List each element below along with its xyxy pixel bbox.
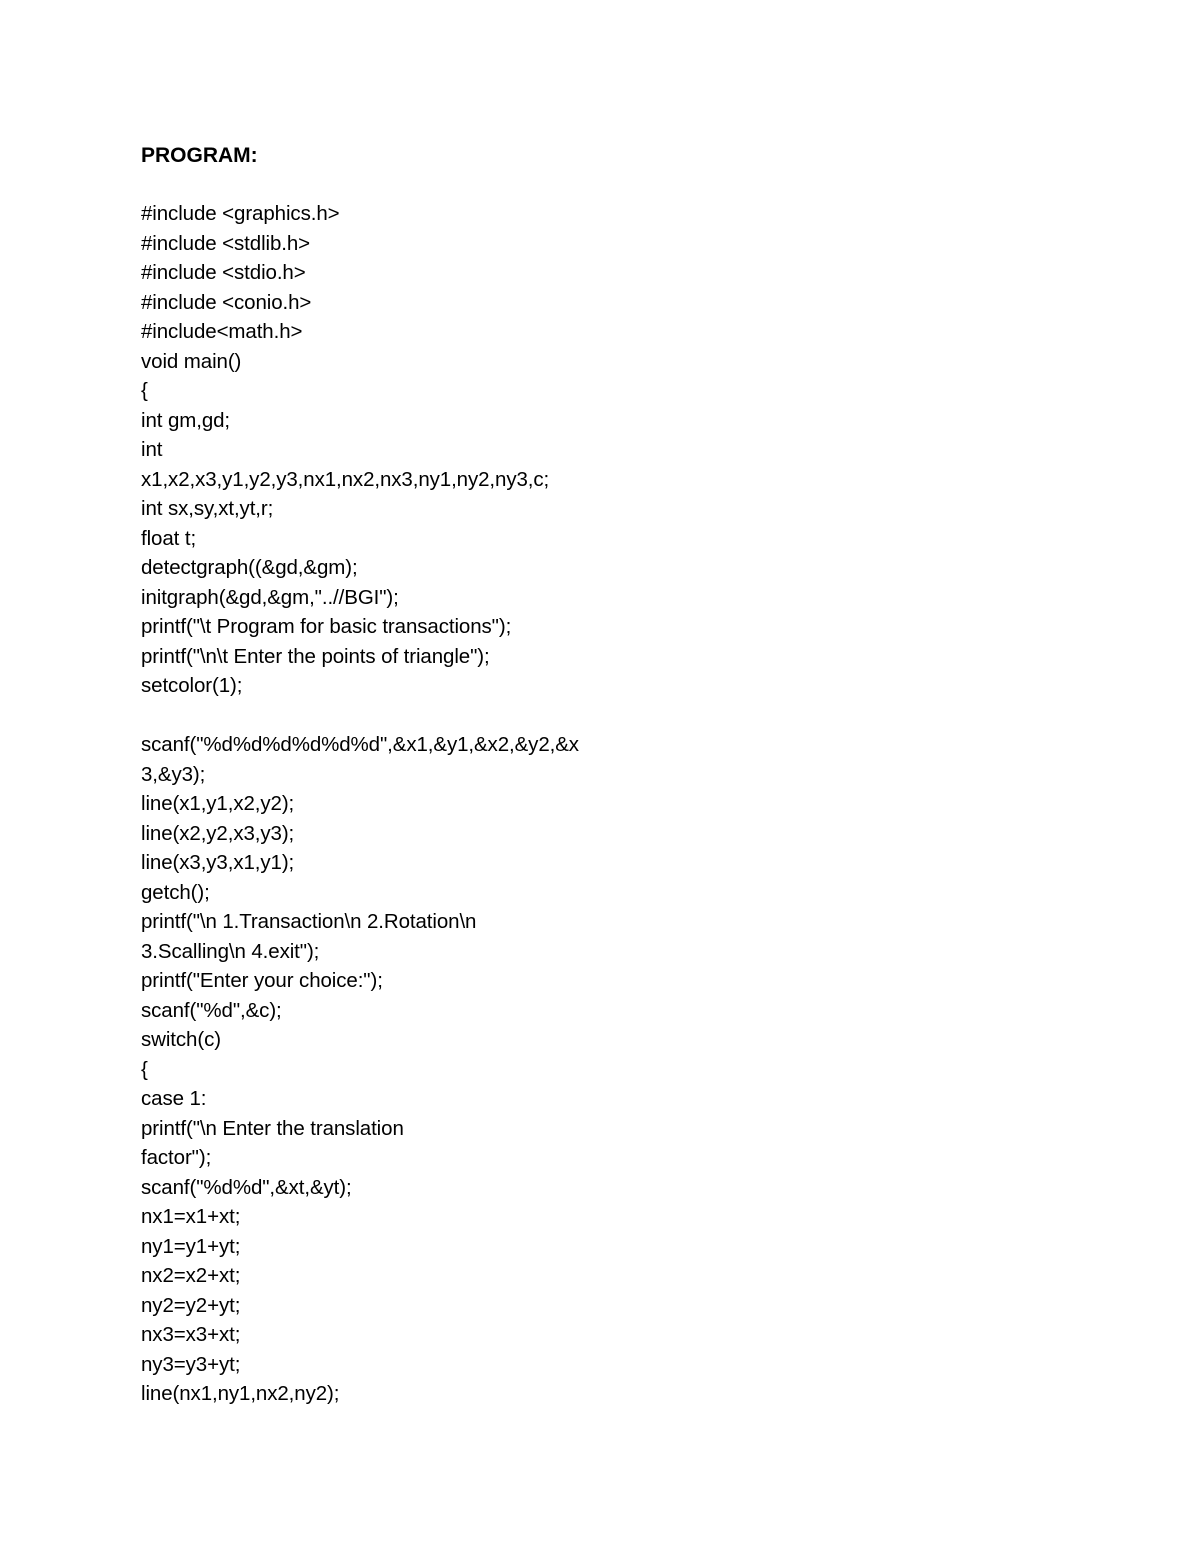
code-line: #include <conio.h>: [141, 290, 312, 314]
program-heading: PROGRAM:: [141, 144, 258, 167]
code-line: nx3=x3+xt;: [141, 1323, 241, 1346]
code-line: case 1:: [141, 1087, 207, 1110]
code-line: #include<math.h>: [141, 320, 303, 343]
code-line: {: [141, 379, 148, 402]
code-line: float t;: [141, 526, 197, 550]
code-line: printf("\n\t Enter the points of triangle");: [141, 644, 490, 668]
code-line: #include <stdio.h>: [141, 261, 306, 284]
code-line: printf("Enter your choice:");: [141, 969, 383, 992]
code-line: setcolor(1);: [141, 674, 243, 697]
code-line: scanf("%d",&c);: [141, 998, 282, 1022]
code-line: nx1=x1+xt;: [141, 1205, 241, 1228]
code-line: x1,x2,x3,y1,y2,y3,nx1,nx2,nx3,ny1,ny2,ny3,c;: [141, 467, 550, 491]
code-line: {: [141, 1057, 148, 1081]
code-line: printf("\n 1.Transaction\n 2.Rotation\n: [141, 910, 477, 933]
code-line: 3.Scalling\n 4.exit");: [141, 939, 320, 963]
code-line: line(x3,y3,x1,y1);: [141, 851, 295, 874]
code-line: line(nx1,ny1,nx2,ny2);: [141, 1382, 340, 1405]
code-line: scanf("%d%d",&xt,&yt);: [141, 1175, 352, 1199]
code-line: 3,&y3);: [141, 762, 206, 786]
code-line: scanf("%d%d%d%d%d%d",&x1,&y1,&x2,&y2,&x: [141, 733, 579, 756]
code-listing: [141, 199, 661, 1409]
code-line: switch(c): [141, 1028, 221, 1051]
code-line: int gm,gd;: [141, 408, 231, 432]
code-line: ny3=y3+yt;: [141, 1352, 241, 1376]
code-line: ny2=y2+yt;: [141, 1293, 241, 1317]
code-line: int sx,sy,xt,yt,r;: [141, 497, 274, 520]
code-line: printf("\t Program for basic transactions");: [141, 615, 512, 638]
code-line: line(x1,y1,x2,y2);: [141, 792, 295, 815]
code-line: #include <graphics.h>: [141, 202, 340, 225]
code-line: initgraph(&gd,&gm,"..//BGI");: [141, 585, 399, 609]
code-line: line(x2,y2,x3,y3);: [141, 821, 295, 845]
code-line: void main(): [141, 349, 242, 373]
code-line: nx2=x2+xt;: [141, 1264, 241, 1287]
code-line: factor");: [141, 1146, 212, 1169]
code-line: #include <stdlib.h>: [141, 231, 311, 255]
code-line: ny1=y1+yt;: [141, 1234, 241, 1258]
code-line: getch();: [141, 880, 210, 904]
code-line: detectgraph((&gd,&gm);: [141, 556, 358, 579]
code-line: printf("\n Enter the translation: [141, 1116, 404, 1140]
code-line: int: [141, 438, 163, 461]
blank-line: [141, 701, 661, 731]
